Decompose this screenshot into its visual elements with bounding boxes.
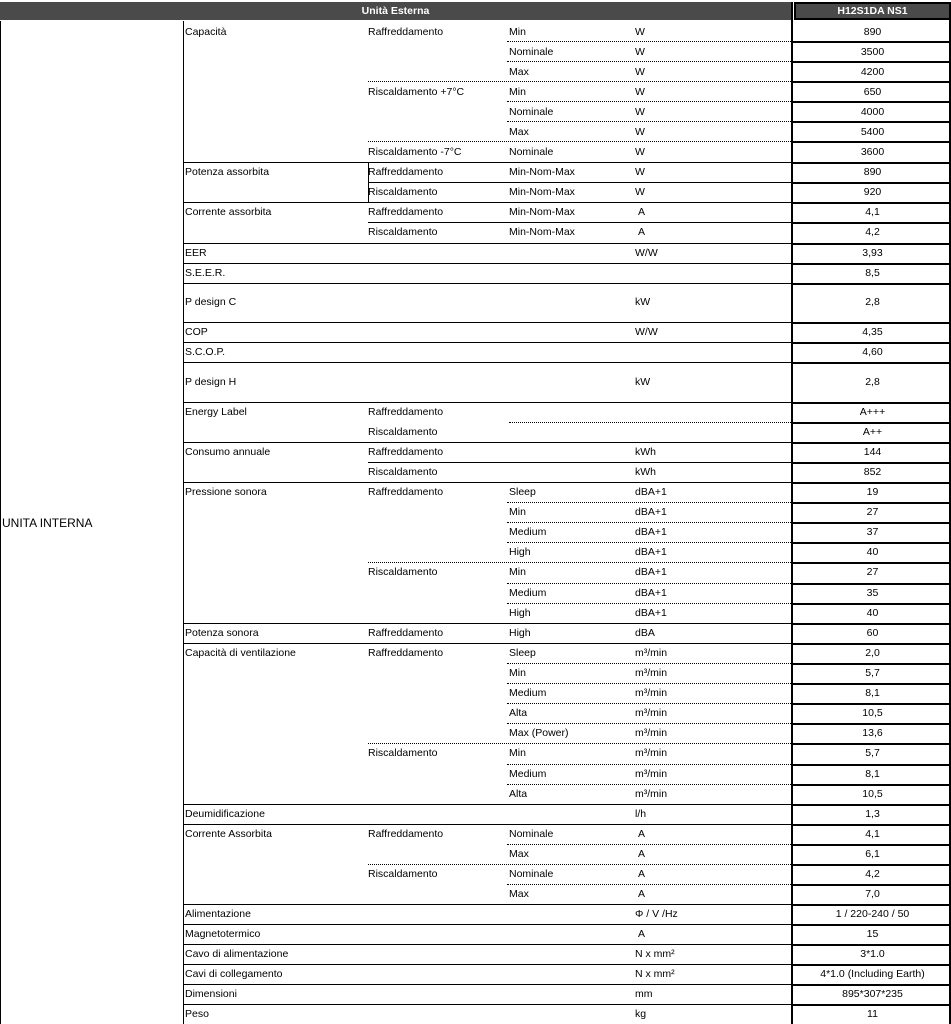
grid-line [792,542,951,544]
grid-line [792,322,951,324]
row-level: Nominale [509,106,554,118]
row-unit: W [635,186,645,198]
grid-line [507,844,793,845]
grid-line [507,41,793,42]
row-unit: A [638,848,646,860]
row-level: Min-Nom-Max [509,166,575,178]
row-label: S.E.E.R. [185,267,226,279]
row-mode: Riscaldamento -7°C [368,146,462,158]
row-unit: m³/min [635,768,668,780]
grid-line [183,944,793,945]
grid-line [792,764,951,766]
row-unit: W [635,46,645,58]
grid-line [507,663,793,664]
row-unit: m³/min [635,687,668,699]
grid-line [507,603,793,604]
row-level: Max [509,848,529,860]
row-unit: m³/min [635,727,668,739]
row-value: A+++ [859,406,886,418]
row-label: Potenza assorbita [185,166,270,178]
row-level: Max [509,126,529,138]
row-level: Min [509,747,526,759]
row-label: Cavi di collegamento [185,968,283,980]
row-value: 27 [866,506,879,518]
row-value: 4,60 [862,346,883,358]
header-outdoor-unit: Unità Esterna [0,2,791,20]
row-value: 8,1 [865,768,880,780]
row-mode: Riscaldamento [368,466,438,478]
grid-line [792,743,951,745]
row-value: 10,5 [862,707,883,719]
grid-line [183,243,793,244]
grid-line [792,1004,951,1006]
row-level: Alta [509,707,528,719]
row-value: 3500 [860,46,885,58]
grid-line [507,121,793,122]
row-unit: Φ / V /Hz [635,908,678,920]
row-unit: W [635,86,645,98]
grid-line [368,81,793,82]
row-value: 7,0 [865,888,880,900]
row-unit: kW [635,296,651,308]
row-unit: W [635,146,645,158]
grid-line [183,202,793,203]
grid-line [792,502,951,504]
grid-line [792,984,951,986]
row-level: Min [509,566,526,578]
grid-line [507,61,793,62]
row-value: 2,8 [865,296,880,308]
grid-line [183,804,793,805]
row-unit: m³/min [635,788,668,800]
row-label: Capacità [185,26,227,38]
row-value: 3*1.0 [860,948,885,960]
grid-line [792,964,951,966]
row-value: 2,8 [865,376,880,388]
row-value: 13,6 [862,727,883,739]
grid-line [792,904,951,906]
grid-line [507,522,793,523]
grid-line [183,984,793,985]
grid-line [368,263,793,264]
row-level: Sleep [509,486,536,498]
row-value: 3600 [860,146,885,158]
grid-line [507,101,793,102]
row-unit: A [638,888,646,900]
grid-line [792,402,951,404]
grid-line [183,904,793,905]
grid-line [792,243,951,245]
grid-line [792,442,951,444]
row-label: Magnetotermico [185,928,261,940]
row-label: Peso [185,1008,209,1020]
row-value: 1,3 [865,808,880,820]
row-level: Nominale [509,146,554,158]
row-unit: N x mm² [635,948,675,960]
row-level: Max (Power) [509,727,569,739]
row-label: Energy Label [185,406,247,418]
row-value: A++ [862,426,883,438]
row-unit: m³/min [635,647,668,659]
row-value: 40 [866,607,879,619]
grid-line [183,482,793,483]
row-value: 852 [863,466,882,478]
row-value: 8,5 [865,267,880,279]
row-value: 4,35 [862,326,883,338]
row-unit: A [638,828,646,840]
row-value: 890 [863,166,882,178]
grid-line [183,643,793,644]
grid-line [792,723,951,725]
row-unit: W [635,26,645,38]
grid-line [792,263,951,265]
row-mode: Riscaldamento [368,868,438,880]
row-label: Potenza sonora [185,627,259,639]
row-value: 1 / 220-240 / 50 [835,908,910,920]
row-value: 4,1 [865,206,880,218]
grid-line [507,583,793,584]
grid-line [183,623,793,624]
row-mode: Raffreddamento [368,206,444,218]
row-value: 144 [863,446,882,458]
row-value: 35 [866,587,879,599]
row-level: Sleep [509,647,536,659]
row-mode: Raffreddamento [368,166,444,178]
row-mode: Raffreddamento [368,486,444,498]
row-level: Min [509,506,526,518]
grid-line [792,562,951,564]
grid-line [183,442,793,443]
row-unit: W/W [635,247,658,259]
grid-line [792,683,951,685]
row-level: Min [509,26,526,38]
row-unit: l/h [635,808,647,820]
row-mode: Riscaldamento [368,226,438,238]
row-value: 10,5 [862,788,883,800]
grid-line [792,824,951,826]
row-value: 19 [866,486,879,498]
grid-line [507,764,793,765]
row-value: 4200 [860,66,885,78]
row-value: 37 [866,526,879,538]
row-unit: dBA+1 [635,506,667,518]
row-mode: Raffreddamento [368,446,444,458]
row-label: Corrente Assorbita [185,828,272,840]
grid-line [792,41,951,43]
row-unit: A [638,928,646,940]
row-level: High [509,546,531,558]
grid-line [368,462,793,463]
row-label: Cavo di alimentazione [185,948,289,960]
grid-line [792,162,951,164]
row-mode: Raffreddamento [368,828,444,840]
row-value: 4,2 [865,226,880,238]
row-unit: dBA+1 [635,566,667,578]
grid-line [0,21,1,1024]
row-unit: m³/min [635,707,668,719]
row-value: 27 [866,566,879,578]
row-unit: kWh [635,466,656,478]
row-mode: Riscaldamento [368,566,438,578]
row-mode: Raffreddamento [368,647,444,659]
row-value: 6,1 [865,848,880,860]
row-unit: dBA+1 [635,587,667,599]
row-value: 920 [863,186,882,198]
row-value: 60 [866,627,879,639]
grid-line [507,683,793,684]
side-label-indoor-unit: UNITA INTERNA [2,516,93,530]
grid-line [792,462,951,464]
row-mode: Raffreddamento [368,627,444,639]
grid-line [792,202,951,204]
grid-line [183,824,793,825]
row-unit: W/W [635,326,658,338]
grid-line [792,141,951,143]
row-level: Medium [509,587,547,599]
row-mode: Riscaldamento +7°C [368,86,465,98]
row-value: 895*307*235 [842,988,903,1000]
grid-line [792,784,951,786]
grid-line [792,121,951,123]
row-value: 40 [866,546,879,558]
grid-line [792,603,951,605]
row-mode: Riscaldamento [368,186,438,198]
grid-line [507,784,793,785]
grid-line [792,884,951,886]
row-label: Corrente assorbita [185,206,272,218]
grid-line [507,703,793,704]
row-label: Dimensioni [185,988,237,1000]
row-level: Medium [509,526,547,538]
row-level: Min-Nom-Max [509,186,575,198]
row-value: 4*1.0 (Including Earth) [820,968,925,980]
grid-line [792,844,951,846]
grid-line [792,924,951,926]
row-unit: W [635,66,645,78]
header-model: H12S1DA NS1 [794,2,951,20]
row-label: Alimentazione [185,908,251,920]
row-level: High [509,627,531,639]
row-level: Nominale [509,46,554,58]
row-unit: m³/min [635,747,668,759]
grid-line [368,141,793,142]
grid-line [368,743,793,744]
row-level: High [509,607,531,619]
row-value: 5400 [860,126,885,138]
grid-line [183,964,793,965]
row-unit: mm [635,988,653,1000]
row-label: P design C [185,296,237,308]
grid-line [792,342,951,344]
grid-line [183,342,793,343]
row-label: COP [185,326,208,338]
row-unit: N x mm² [635,968,675,980]
grid-line [792,81,951,83]
row-value: 15 [866,928,879,940]
grid-line [792,864,951,866]
row-unit: dBA+1 [635,526,667,538]
row-value: 5,7 [865,747,880,759]
grid-line [368,222,793,223]
row-unit: dBA [635,627,655,639]
grid-line [792,61,951,63]
row-unit: kWh [635,446,656,458]
row-unit: A [638,868,646,880]
row-mode: Riscaldamento [368,426,438,438]
grid-line [792,283,951,285]
row-label: Deumidificazione [185,808,265,820]
row-unit: W [635,106,645,118]
grid-line [368,864,793,865]
row-value: 650 [863,86,882,98]
grid-line [183,362,793,363]
row-unit: A [638,226,646,238]
row-unit: dBA+1 [635,607,667,619]
grid-line [507,884,793,885]
grid-line [792,643,951,645]
grid-line [792,482,951,484]
row-label: Consumo annuale [185,446,271,458]
row-label: Capacità di ventilazione [185,647,296,659]
row-label: P design H [185,376,237,388]
grid-line [792,101,951,103]
grid-line [792,422,951,424]
grid-line [792,804,951,806]
row-mode: Riscaldamento [368,747,438,759]
row-unit: kW [635,376,651,388]
grid-line [507,723,793,724]
row-unit: m³/min [635,667,668,679]
row-level: Medium [509,768,547,780]
row-level: Nominale [509,828,554,840]
row-level: Nominale [509,868,554,880]
row-unit: dBA+1 [635,486,667,498]
grid-line [792,944,951,946]
row-value: 4000 [860,106,885,118]
grid-line [507,542,793,543]
row-value: 8,1 [865,687,880,699]
row-value: 3,93 [862,247,883,259]
row-level: Min [509,667,526,679]
grid-line [183,21,184,1024]
grid-line [507,502,793,503]
row-level: Medium [509,687,547,699]
grid-line [792,182,951,184]
grid-line [183,283,793,284]
row-level: Max [509,66,529,78]
row-value: 4,1 [865,828,880,840]
grid-line [791,2,793,1024]
grid-line [183,924,793,925]
row-unit: kg [635,1008,647,1020]
grid-line [509,422,793,423]
grid-line [792,703,951,705]
row-level: Alta [509,788,528,800]
row-label: EER [185,247,207,259]
row-unit: A [638,206,646,218]
row-level: Min-Nom-Max [509,226,575,238]
grid-line [792,583,951,585]
grid-line [183,162,793,163]
row-value: 11 [867,1008,878,1020]
row-value: 890 [863,26,882,38]
grid-line [792,522,951,524]
grid-line [183,402,793,403]
grid-line [792,362,951,364]
row-level: Max [509,888,529,900]
row-label: Pressione sonora [185,486,267,498]
row-level: Min-Nom-Max [509,206,575,218]
row-value: 2,0 [865,647,880,659]
grid-line [183,1004,793,1005]
grid-line [368,562,793,563]
grid-line [792,222,951,224]
row-unit: W [635,166,645,178]
grid-line [368,182,793,183]
row-label: S.C.O.P. [185,346,226,358]
row-mode: Raffreddamento [368,26,444,38]
row-level: Min [509,86,526,98]
row-unit: W [635,126,645,138]
grid-line [183,322,793,323]
grid-line [792,663,951,665]
grid-line [792,623,951,625]
row-unit: dBA+1 [635,546,667,558]
row-value: 4,2 [865,868,880,880]
row-value: 5,7 [865,667,880,679]
row-mode: Raffreddamento [368,406,444,418]
